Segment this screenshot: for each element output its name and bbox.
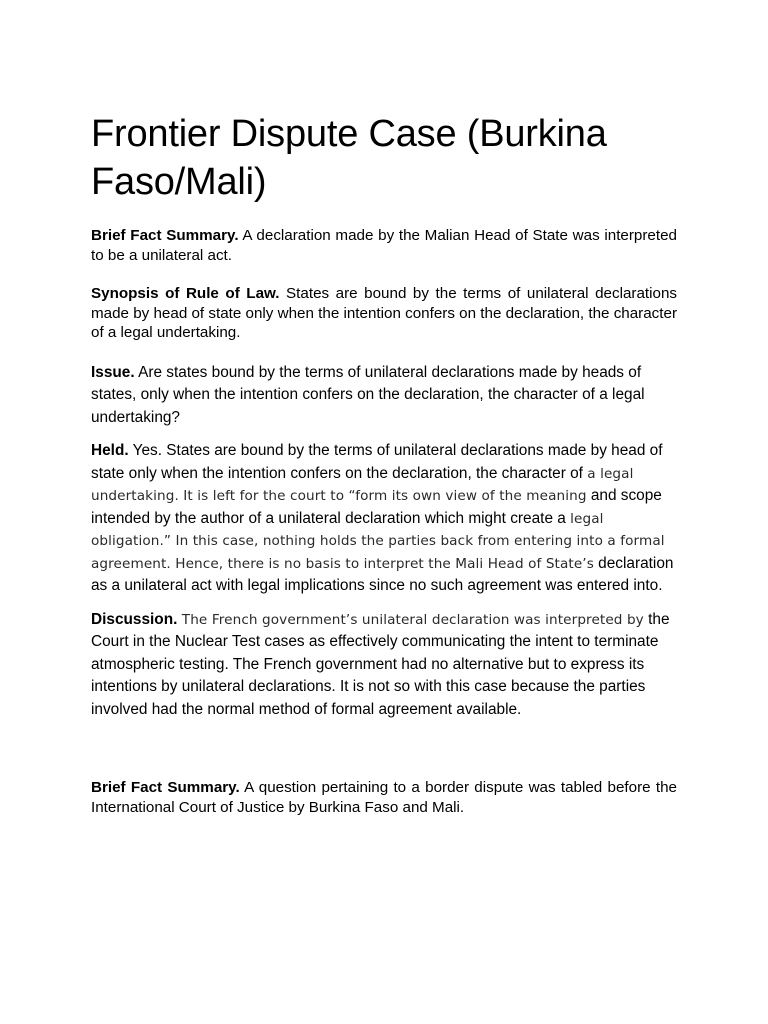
brief-fact-summary-paragraph [91,226,677,265]
issue-label: Issue. [91,363,135,381]
discussion-text-1: The French government’s unilateral declaration was interpreted by [177,611,644,628]
held-text-3: and scope intended by the author of a unilateral declaration which might create a [91,487,662,527]
document-title: Frontier Dispute Case (Burkina Faso/Mali) [91,113,607,203]
issue-text: Are states bound by the terms of unilateral declarations made by heads of states, only when the intention confers on the declaration, the character of a legal undertaking? [91,363,645,426]
discussion-label: Discussion. [91,610,178,628]
held-label: Held. [91,442,129,459]
discussion-text-2: the Court in the Nuclear Test cases as effectively communicating the intent to terminate atmospheric testing. The French government had no alternative but to express its intentions by unilateral declarations. It is not so with this case because the parties involved had the normal method of formal agreement available. [91,610,670,718]
held-text-2: a legal undertaking. It is left for the court to “form its own view of the meaning [91,465,634,504]
synopsis-paragraph [91,284,677,343]
brief-fact-summary-text: A declaration made by the Malian Head of State was interpreted to be a unilateral act. [91,227,677,264]
brief-fact-summary-label-2: Brief Fact Summary. [91,779,240,796]
brief-fact-summary-label: Brief Fact Summary. [91,227,239,244]
brief-fact-summary-paragraph-2 [91,778,677,817]
synopsis-text: States are bound by the terms of unilateral declarations made by head of state only when the intention confers on the declaration, the character of a legal undertaking. [91,285,677,341]
brief-fact-summary-text-2: A question pertaining to a border dispute was tabled before the International Court of Justice by Burkina Faso and Mali. [91,779,677,816]
synopsis-label: Synopsis of Rule of Law. [91,285,280,302]
document-page [91,110,677,817]
discussion-paragraph [91,609,677,722]
held-text-1: Yes. States are bound by the terms of unilateral declarations made by head of state only when the intention confers on the declaration, the character of [91,442,663,482]
held-text-4: legal obligation.” In this case, nothing holds the parties back from entering into a formal agreement. Hence, there is no basis to interpret the Mali Head of State’s [91,510,665,572]
issue-paragraph [91,362,677,430]
held-text-5: declaration as a unilateral act with legal implications since no such agreement was entered into. [91,554,674,594]
held-paragraph [91,440,677,598]
